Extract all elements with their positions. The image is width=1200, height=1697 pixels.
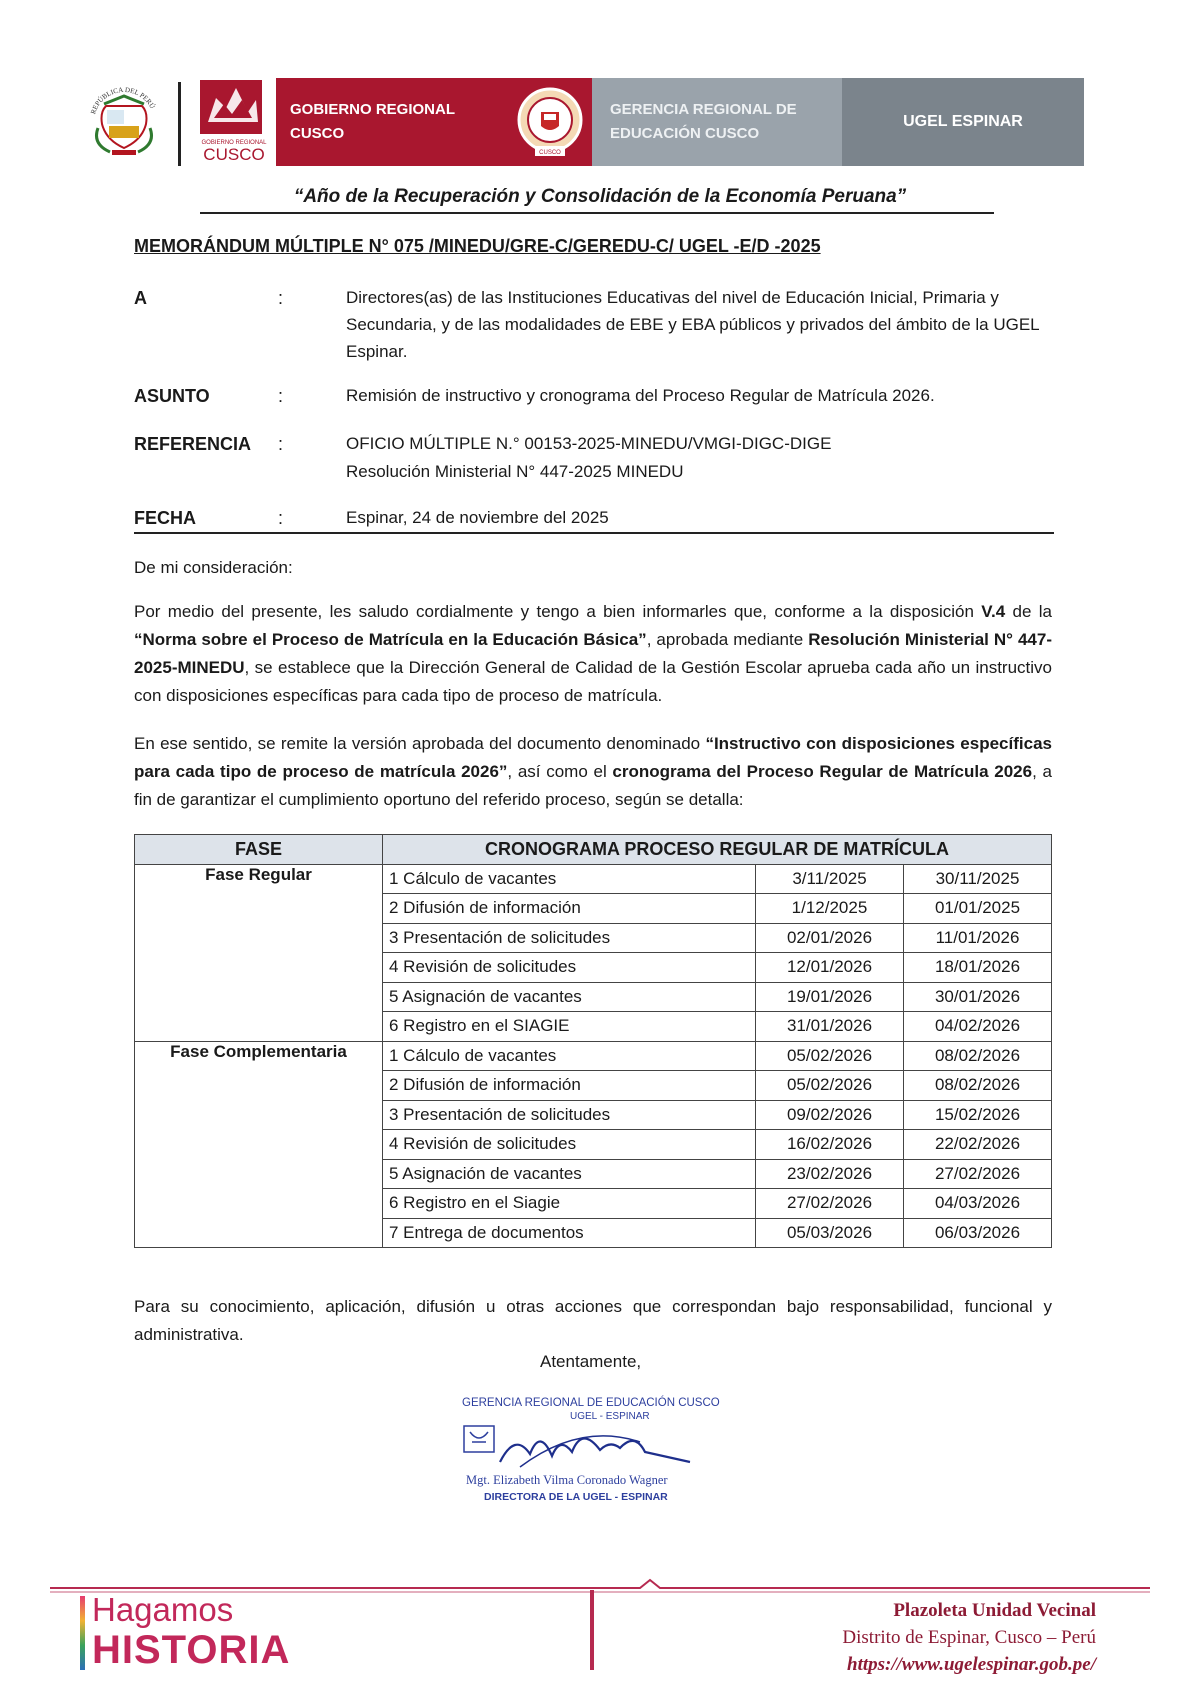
signer-role: DIRECTORA DE LA UGEL - ESPINAR: [484, 1491, 668, 1503]
atentamente: Atentamente,: [540, 1352, 642, 1371]
header-fase: FASE: [135, 835, 383, 865]
end-date-cell: 08/02/2026: [904, 1071, 1052, 1101]
year-motto: “Año de la Recuperación y Consolidación de la Economía Peruana”: [293, 186, 907, 207]
field-referencia-colon: :: [278, 434, 284, 454]
footer-historia: HISTORIA: [92, 1628, 291, 1672]
activity-cell: 3 Presentación de solicitudes: [383, 923, 756, 953]
start-date-cell: 3/11/2025: [756, 864, 904, 894]
header-rule: [134, 532, 1054, 534]
start-date-cell: 05/02/2026: [756, 1071, 904, 1101]
paragraph-1: Por medio del presente, les saludo cordialmente y tengo a bien informarles que, conforme a la disposición V.4 de la “Norma sobre el Proceso de Matrícula en la Educación Básica”, aprobada mediante Resolución Ministerial N° 447-2025-MINEDU, se establece que la Dirección General de Calidad de la Gestión Escolar aprueba cada año un instructivo con disposiciones específicas para cada tipo de proceso de matrícula.: [134, 602, 1053, 705]
footer-address-line1: Plazoleta Unidad Vecinal: [893, 1600, 1096, 1621]
fase-cell: Fase Regular: [135, 864, 383, 1041]
header-cronograma: CRONOGRAMA PROCESO REGULAR DE MATRÍCULA: [383, 835, 1052, 865]
end-date-cell: 06/03/2026: [904, 1218, 1052, 1248]
start-date-cell: 16/02/2026: [756, 1130, 904, 1160]
start-date-cell: 09/02/2026: [756, 1100, 904, 1130]
paragraph-2: En ese sentido, se remite la versión aprobada del documento denominado “Instructivo con disposiciones específicas para cada tipo de proceso de matrícula 2026”, así como el cronograma del Proceso Regular de Matrícula 2026, a fin de garantizar el cumplimiento oportuno del referido proceso, según se detalla:: [134, 734, 1052, 809]
activity-cell: 2 Difusión de información: [383, 1071, 756, 1101]
activity-cell: 7 Entrega de documentos: [383, 1218, 756, 1248]
start-date-cell: 05/02/2026: [756, 1041, 904, 1071]
end-date-cell: 18/01/2026: [904, 953, 1052, 983]
cusco-logo-text: CUSCO: [203, 145, 265, 164]
field-asunto-label: ASUNTO: [134, 386, 210, 406]
activity-cell: 1 Cálculo de vacantes: [383, 864, 756, 894]
end-date-cell: 08/02/2026: [904, 1041, 1052, 1071]
field-a-label: A: [134, 288, 147, 308]
end-date-cell: 01/01/2025: [904, 894, 1052, 924]
gob-regional-line1: GOBIERNO REGIONAL: [290, 101, 456, 118]
gerencia-line1: GERENCIA REGIONAL DE: [610, 101, 797, 118]
start-date-cell: 12/01/2026: [756, 953, 904, 983]
field-fecha-label: FECHA: [134, 508, 196, 528]
field-fecha-colon: :: [278, 508, 284, 528]
field-referencia-label: REFERENCIA: [134, 434, 252, 454]
closing-paragraph: Para su conocimiento, aplicación, difusión u otras acciones que correspondan bajo responsabilidad, funcional y administrativa.: [134, 1297, 1052, 1344]
field-asunto-colon: :: [278, 386, 284, 406]
start-date-cell: 23/02/2026: [756, 1159, 904, 1189]
field-a-colon: :: [278, 288, 284, 308]
motto-underline: [200, 212, 994, 214]
stamp-line-1: GERENCIA REGIONAL DE EDUCACIÓN CUSCO: [462, 1397, 720, 1409]
end-date-cell: 30/01/2026: [904, 982, 1052, 1012]
start-date-cell: 1/12/2025: [756, 894, 904, 924]
footer-hagamos: Hagamos: [92, 1591, 234, 1628]
education-seal-icon: [515, 84, 585, 160]
gobierno-regional-banner: [276, 78, 508, 166]
activity-cell: 5 Asignación de vacantes: [383, 982, 756, 1012]
footer-website-link[interactable]: https://www.ugelespinar.gob.pe/: [847, 1654, 1096, 1675]
table-row: [135, 864, 1052, 894]
start-date-cell: 02/01/2026: [756, 923, 904, 953]
stamp-line-2: UGEL - ESPINAR: [570, 1411, 650, 1422]
gobierno-regional-cusco-logo: [196, 78, 272, 164]
table-header-row: [135, 835, 1052, 865]
end-date-cell: 04/02/2026: [904, 1012, 1052, 1042]
ugel-label: UGEL ESPINAR: [903, 113, 1023, 130]
activity-cell: 4 Revisión de solicitudes: [383, 1130, 756, 1160]
end-date-cell: 15/02/2026: [904, 1100, 1052, 1130]
gob-regional-line2: CUSCO: [290, 125, 345, 142]
start-date-cell: 27/02/2026: [756, 1189, 904, 1219]
footer-divider: [590, 1590, 594, 1670]
end-date-cell: 30/11/2025: [904, 864, 1052, 894]
schedule-table: [134, 834, 1052, 1248]
activity-cell: 1 Cálculo de vacantes: [383, 1041, 756, 1071]
peru-coat-of-arms-icon: [84, 78, 164, 162]
memo-title: MEMORÁNDUM MÚLTIPLE N° 075 /MINEDU/GRE-C/GEREDU-C/ UGEL -E/D -2025: [134, 236, 821, 256]
fase-cell: Fase Complementaria: [135, 1041, 383, 1248]
activity-cell: 5 Asignación de vacantes: [383, 1159, 756, 1189]
end-date-cell: 11/01/2026: [904, 923, 1052, 953]
field-asunto-value: Remisión de instructivo y cronograma del Proceso Regular de Matrícula 2026.: [346, 386, 935, 405]
field-referencia-value-1: OFICIO MÚLTIPLE N.° 00153-2025-MINEDU/VMGI-DIGC-DIGE: [346, 434, 832, 453]
activity-cell: 6 Registro en el Siagie: [383, 1189, 756, 1219]
gerencia-regional-banner: [592, 78, 842, 166]
cusco-logo-small-text: GOBIERNO REGIONAL: [201, 140, 267, 146]
gerencia-seal: [508, 78, 592, 166]
footer-address-line2: Distrito de Espinar, Cusco – Perú: [842, 1627, 1096, 1648]
start-date-cell: 31/01/2026: [756, 1012, 904, 1042]
activity-cell: 4 Revisión de solicitudes: [383, 953, 756, 983]
field-fecha-value: Espinar, 24 de noviembre del 2025: [346, 508, 609, 527]
ugel-espinar-banner: [842, 78, 1084, 166]
start-date-cell: 19/01/2026: [756, 982, 904, 1012]
field-referencia-value-2: Resolución Ministerial N° 447-2025 MINEDU: [346, 462, 684, 481]
end-date-cell: 04/03/2026: [904, 1189, 1052, 1219]
activity-cell: 3 Presentación de solicitudes: [383, 1100, 756, 1130]
shield-ring-text: REPÚBLICA DEL PERÚ: [89, 85, 157, 116]
activity-cell: 2 Difusión de información: [383, 894, 756, 924]
end-date-cell: 22/02/2026: [904, 1130, 1052, 1160]
header-divider: [178, 82, 181, 166]
start-date-cell: 05/03/2026: [756, 1218, 904, 1248]
signature-stamp: [460, 1392, 740, 1522]
signer-name: Mgt. Elizabeth Vilma Coronado Wagner: [466, 1473, 668, 1487]
table-row: [135, 1041, 1052, 1071]
seal-text: CUSCO: [539, 150, 561, 156]
activity-cell: 6 Registro en el SIAGIE: [383, 1012, 756, 1042]
field-a-value: Directores(as) de las Instituciones Educativas del nivel de Educación Inicial, Primaria y Secundaria, y de las modalidades de EBE y EBA públicos y privados del ámbito de la UGEL Espinar.: [346, 288, 1039, 361]
gerencia-line2: EDUCACIÓN CUSCO: [610, 125, 760, 142]
greeting: De mi consideración:: [134, 558, 293, 577]
end-date-cell: 27/02/2026: [904, 1159, 1052, 1189]
hagamos-historia-color-bar: [80, 1596, 85, 1670]
